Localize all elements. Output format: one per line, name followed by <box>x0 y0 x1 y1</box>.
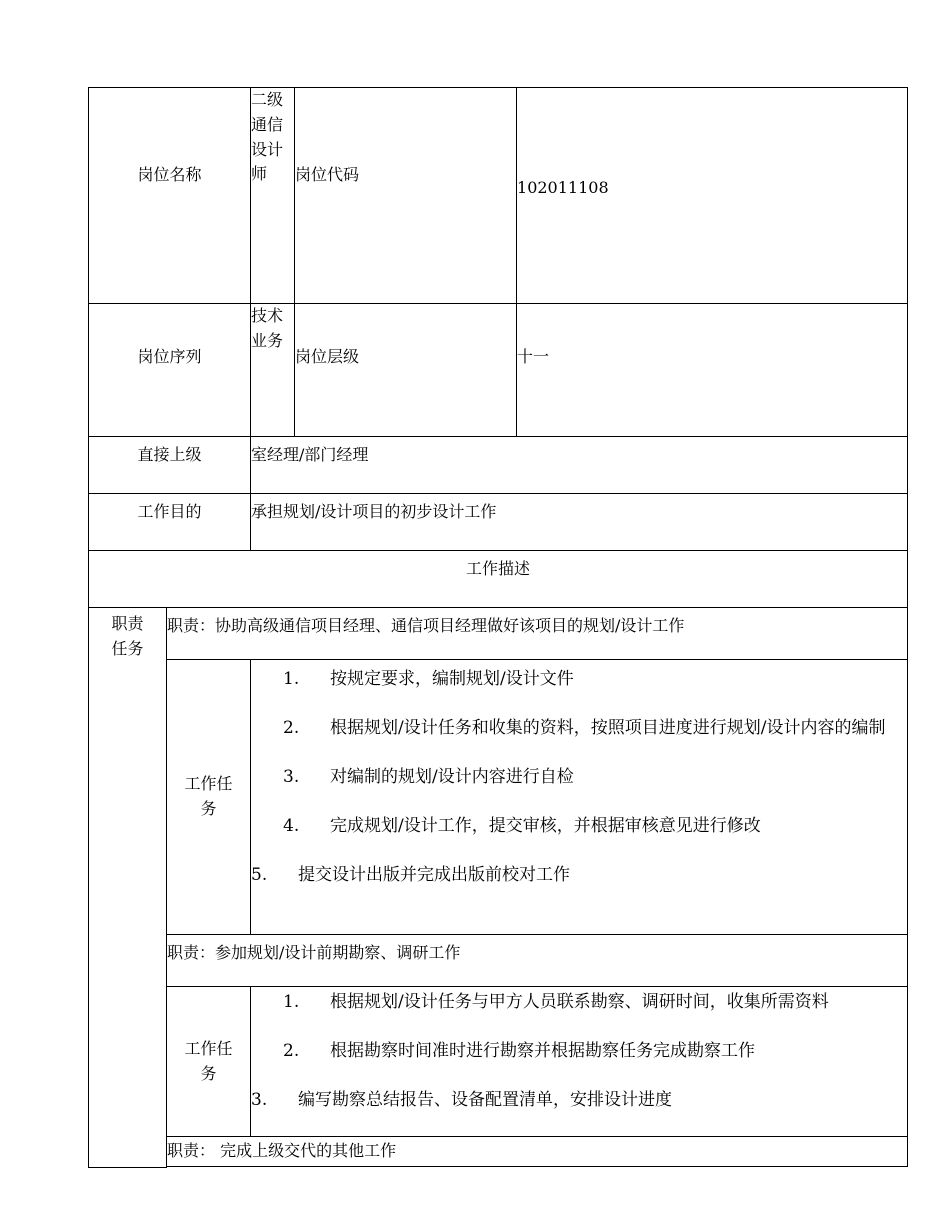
purpose-value: 承担规划/设计项目的初步设计工作 <box>251 494 908 551</box>
task-text: 按规定要求，编制规划/设计文件 <box>330 669 574 689</box>
row-superior <box>89 437 908 494</box>
duty-1-task-label-text: 工作任务 <box>184 774 233 818</box>
superior-value: 室经理/部门经理 <box>251 437 908 494</box>
purpose-label: 工作目的 <box>89 494 251 551</box>
duty-2-task-1 <box>251 989 907 1016</box>
post-code-label: 岗位代码 <box>295 88 517 304</box>
task-text: 对编制的规划/设计内容进行自检 <box>330 767 574 787</box>
superior-label: 直接上级 <box>89 437 251 494</box>
job-description-table <box>88 87 908 1168</box>
duty-1-tasks-row <box>89 660 908 935</box>
spacer-cell <box>167 1167 908 1168</box>
task-num: 1. <box>283 992 300 1012</box>
task-text: 根据勘察时间准时进行勘察并根据勘察任务完成勘察工作 <box>330 1041 756 1061</box>
row-purpose <box>89 494 908 551</box>
post-level-label: 岗位层级 <box>295 304 517 437</box>
duty-1-task-1 <box>251 666 907 693</box>
task-num: 2. <box>283 1041 300 1061</box>
row-post-name <box>89 88 908 304</box>
duty-3-row <box>89 1137 908 1167</box>
task-text: 根据规划/设计任务与甲方人员联系勘察、调研时间，收集所需资料 <box>330 992 829 1012</box>
duty-label-text: 职责任务 <box>111 614 144 658</box>
task-num: 2. <box>283 718 300 738</box>
task-num: 4. <box>283 816 300 836</box>
duty-2-tasks-row <box>89 987 908 1137</box>
duty-1-title: 职责：协助高级通信项目经理、通信项目经理做好该项目的规划/设计工作 <box>167 608 908 660</box>
duty-2-title: 职责：参加规划/设计前期勘察、调研工作 <box>167 935 908 987</box>
duty-2-task-label <box>167 987 251 1137</box>
task-num: 3. <box>283 767 300 787</box>
duty-2-task-list <box>251 987 908 1137</box>
task-num: 3. <box>251 1090 268 1110</box>
post-seq-value: 技术业务 <box>251 304 295 437</box>
task-num: 5. <box>251 865 268 885</box>
post-name-label: 岗位名称 <box>89 88 251 304</box>
duty-3-title: 职责： 完成上级交代的其他工作 <box>167 1137 908 1167</box>
row-post-seq <box>89 304 908 437</box>
task-text: 提交设计出版并完成出版前校对工作 <box>298 865 571 885</box>
spacer-row <box>89 1167 908 1168</box>
duty-1-task-label <box>167 660 251 935</box>
duty-1-task-4 <box>251 813 907 840</box>
duty-1-task-list <box>251 660 908 935</box>
task-text: 编写勘察总结报告、设备配置清单，安排设计进度 <box>298 1090 673 1110</box>
task-text: 完成规划/设计工作，提交审核，并根据审核意见进行修改 <box>330 816 761 836</box>
duty-2-task-label-text: 工作任务 <box>184 1038 233 1083</box>
row-desc-header <box>89 551 908 608</box>
post-level-value: 十一 <box>517 304 908 437</box>
desc-header: 工作描述 <box>89 551 908 608</box>
post-name-value: 二级通信设计师 <box>251 88 295 304</box>
post-seq-label: 岗位序列 <box>89 304 251 437</box>
duty-label <box>89 608 167 1168</box>
duty-2-task-3 <box>251 1087 907 1114</box>
task-num: 1. <box>283 669 300 689</box>
duty-1-task-3 <box>251 764 907 791</box>
duty-2-row <box>89 935 908 987</box>
post-code-value: 102011108 <box>517 88 908 304</box>
task-text: 根据规划/设计任务和收集的资料，按照项目进度进行规划/设计内容的编制 <box>330 718 886 738</box>
duty-1-task-2 <box>251 715 907 742</box>
duty-1-row <box>89 608 908 660</box>
duty-2-task-2 <box>251 1038 907 1065</box>
duty-1-task-5 <box>251 862 907 889</box>
